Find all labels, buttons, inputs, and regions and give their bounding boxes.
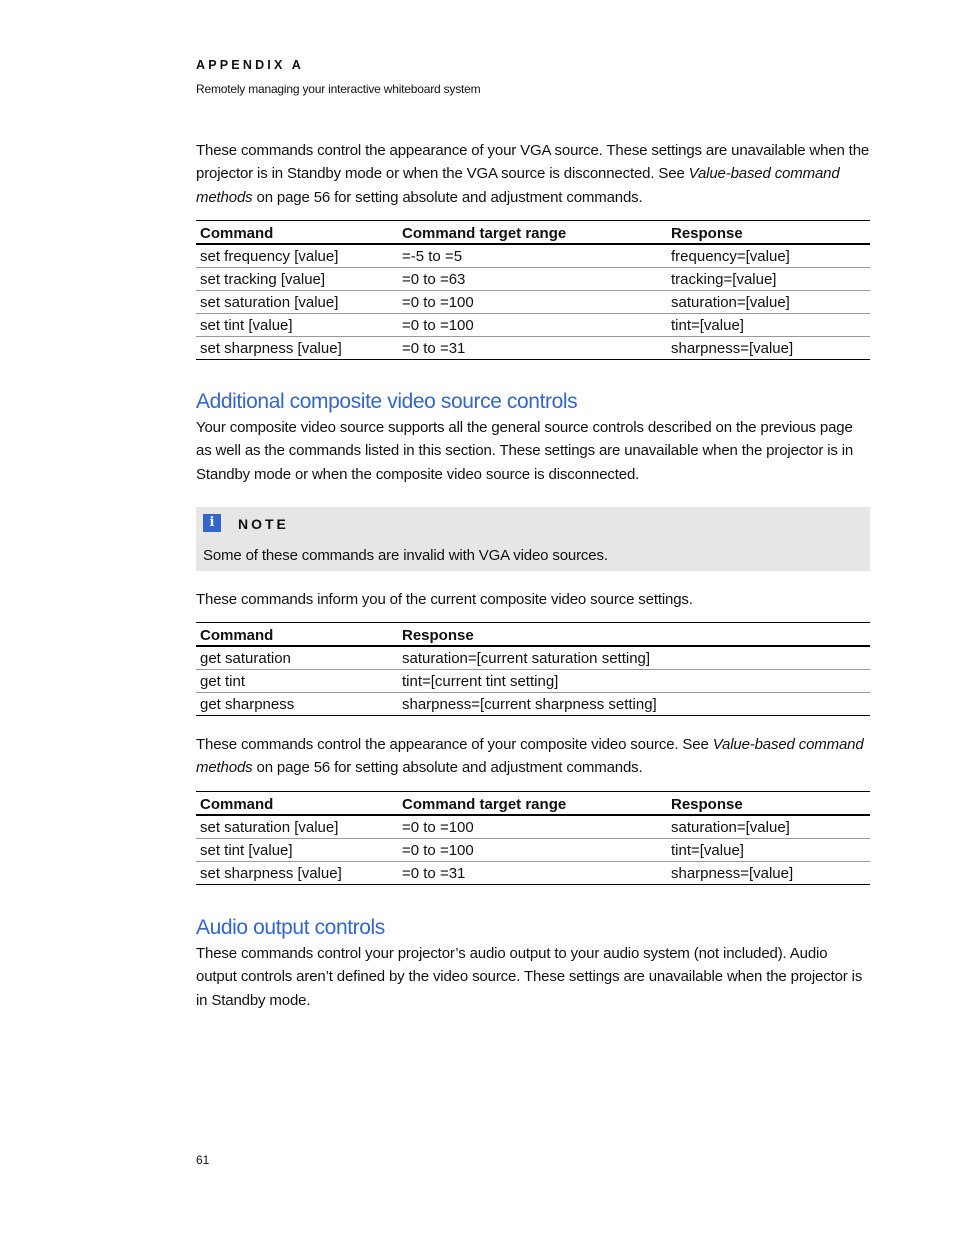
table-row (196, 291, 870, 314)
table-cell: set tracking [value] (196, 268, 398, 291)
table-cell: =0 to =100 (398, 839, 667, 862)
table-cell: set tint [value] (196, 839, 398, 862)
running-header: Remotely managing your interactive whiteboard system (196, 82, 481, 96)
section-heading: Additional composite video source controls (196, 390, 578, 413)
composite-get-intro: These commands inform you of the current composite video source settings. (196, 591, 693, 608)
table-cell: =0 to =31 (398, 337, 667, 360)
table-cell: set saturation [value] (196, 291, 398, 314)
table-row (196, 862, 870, 885)
section-paragraph: Your composite video source supports all the general source controls described on the previous page as well as the commands listed in this section. These settings are unavailable when the projector is in Standby mode or when the composite video source is disconnected. (196, 419, 854, 483)
composite-set-intro: These commands control the appearance of your composite video source. See Value-based command methods on page 56 for setting absolute and adjustment commands. (196, 736, 864, 777)
cross-reference-link[interactable]: Value-based command methods (196, 165, 840, 206)
table-cell: get sharpness (196, 693, 398, 716)
table-cell: tint=[value] (667, 314, 870, 337)
table-cell: tint=[current tint setting] (398, 670, 870, 693)
vga-intro: These commands control the appearance of your VGA source. These settings are unavailable when the projector is in Standby mode or when the VGA source is disconnected. See Value-based command methods on page 56 for setting absolute and adjustment commands. (196, 142, 870, 206)
table-cell: sharpness=[value] (667, 337, 870, 360)
table-cell: =0 to =100 (398, 314, 667, 337)
table-row (196, 337, 870, 360)
note-text: Some of these commands are invalid with VGA video sources. (203, 547, 608, 564)
table-header-row (196, 792, 870, 816)
section-heading: Audio output controls (196, 916, 385, 939)
note-box (196, 507, 870, 571)
table-row (196, 244, 870, 268)
column-header: Command (196, 792, 398, 816)
table-cell: =0 to =63 (398, 268, 667, 291)
table-cell: =-5 to =5 (398, 244, 667, 268)
composite-get-table (196, 622, 870, 716)
table-row (196, 670, 870, 693)
table-cell: sharpness=[value] (667, 862, 870, 885)
column-header: Response (667, 792, 870, 816)
page-number: 61 (196, 1153, 210, 1167)
table-cell: sharpness=[current sharpness setting] (398, 693, 870, 716)
column-header: Command (196, 623, 398, 647)
table-cell: set saturation [value] (196, 815, 398, 839)
table-header-row (196, 221, 870, 245)
table-cell: get tint (196, 670, 398, 693)
table-cell: =0 to =100 (398, 291, 667, 314)
column-header: Command target range (398, 221, 667, 245)
table-header-row (196, 623, 870, 647)
table-cell: set sharpness [value] (196, 862, 398, 885)
table-cell: saturation=[value] (667, 291, 870, 314)
table-cell: set sharpness [value] (196, 337, 398, 360)
info-icon: i (203, 514, 221, 532)
composite-set-table (196, 791, 870, 885)
table-cell: saturation=[value] (667, 815, 870, 839)
table-cell: tint=[value] (667, 839, 870, 862)
table-row (196, 839, 870, 862)
column-header: Command (196, 221, 398, 245)
note-title: NOTE (238, 516, 289, 532)
table-cell: get saturation (196, 646, 398, 670)
column-header: Response (398, 623, 870, 647)
composite-section (196, 389, 870, 486)
table-row (196, 314, 870, 337)
table-row (196, 646, 870, 670)
table-cell: =0 to =31 (398, 862, 667, 885)
table-row (196, 693, 870, 716)
column-header: Command target range (398, 792, 667, 816)
table-cell: set frequency [value] (196, 244, 398, 268)
table-cell: saturation=[current saturation setting] (398, 646, 870, 670)
table-cell: set tint [value] (196, 314, 398, 337)
table-row (196, 815, 870, 839)
column-header: Response (667, 221, 870, 245)
table-cell: =0 to =100 (398, 815, 667, 839)
table-cell: tracking=[value] (667, 268, 870, 291)
vga-commands-table (196, 220, 870, 360)
audio-section (196, 915, 870, 1012)
table-cell: frequency=[value] (667, 244, 870, 268)
section-paragraph: These commands control your projector’s audio output to your audio system (not included). Audio output controls aren’t defined by the video source. These settings are unavailable when the projector is in Standby mode. (196, 945, 863, 1009)
appendix-label: APPENDIX A (196, 58, 304, 72)
table-row (196, 268, 870, 291)
cross-reference-link[interactable]: Value-based command methods (196, 736, 864, 777)
